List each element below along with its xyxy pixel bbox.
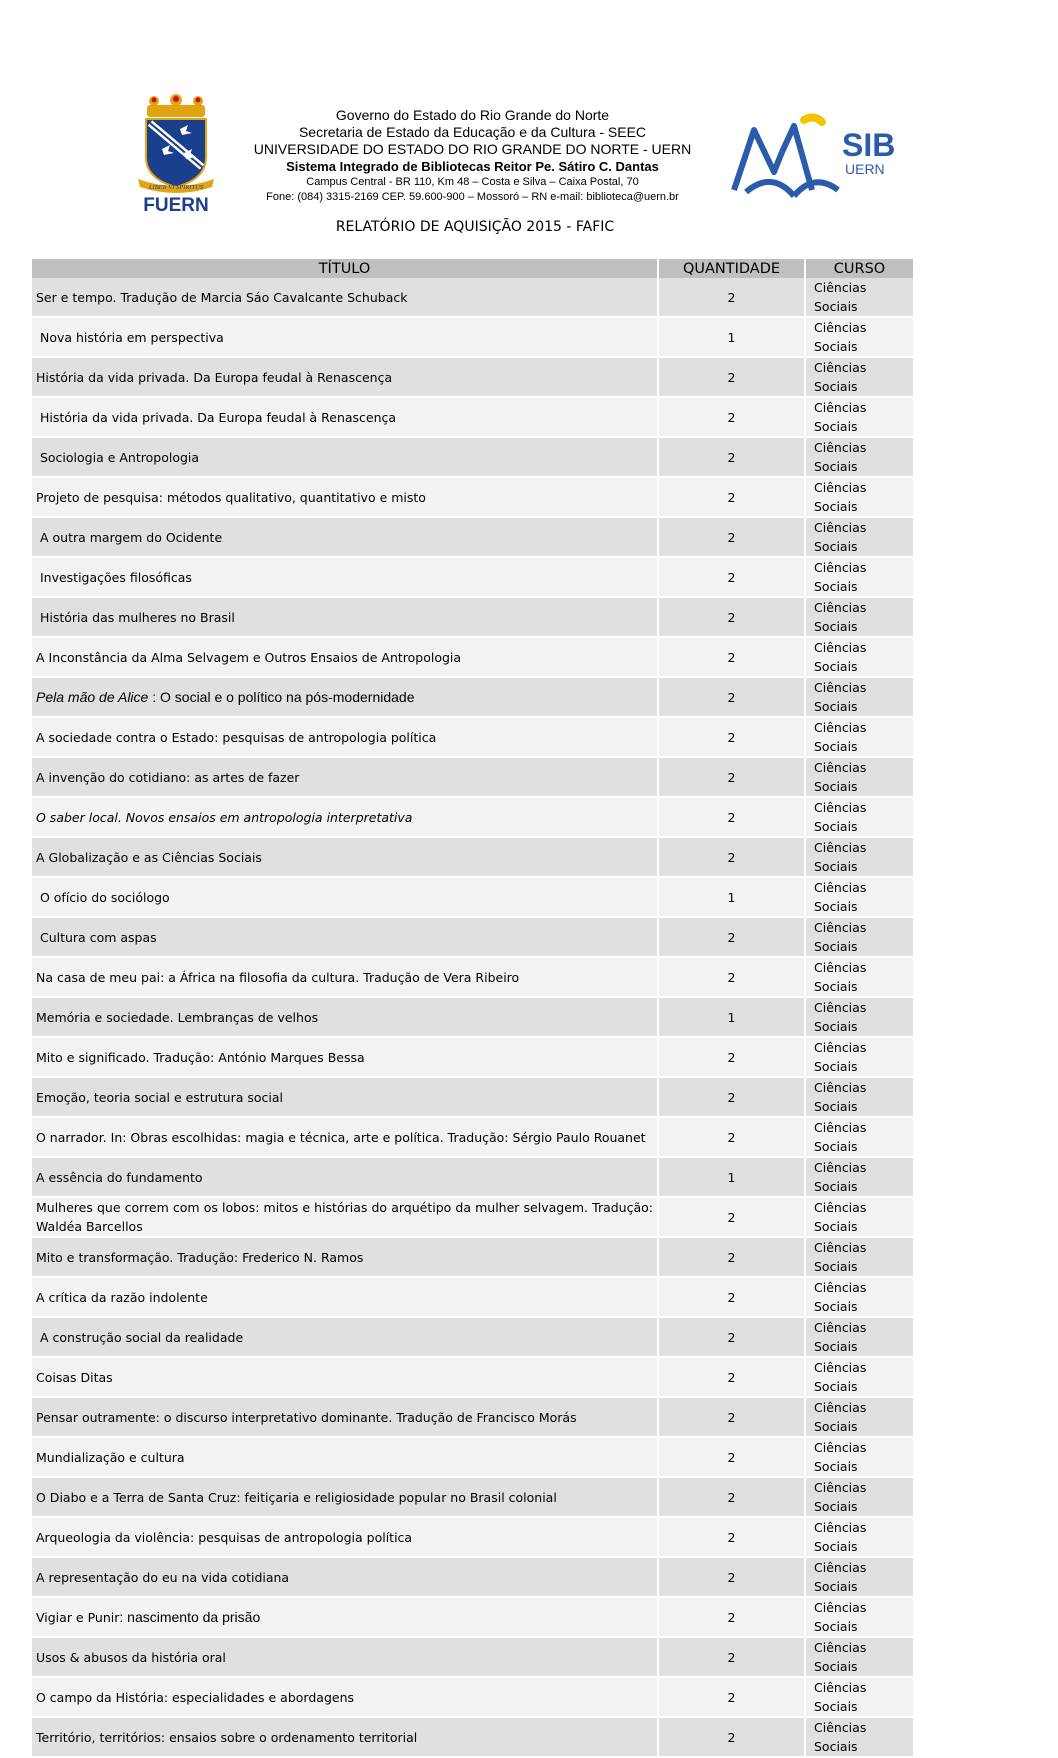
quantity-cell: 2 <box>659 638 806 678</box>
book-title: Mundialização e cultura <box>36 1449 185 1465</box>
table-row <box>32 1438 915 1478</box>
quantity-cell: 2 <box>659 1398 806 1438</box>
table-row <box>32 798 915 838</box>
fuern-logo <box>132 95 220 215</box>
book-title-cell <box>32 1398 659 1438</box>
course-cell: Ciências Sociais <box>806 1118 915 1158</box>
table-row <box>32 1038 915 1078</box>
book-title: Emoção, teoria social e estrutura social <box>36 1089 284 1105</box>
table-row <box>32 1358 915 1398</box>
book-title-cell <box>32 1518 659 1558</box>
header-line-address: Campus Central - BR 110, Km 48 – Costa e Silva – Caixa Postal, 70 <box>306 176 639 188</box>
quantity-cell: 2 <box>659 558 806 598</box>
table-row <box>32 318 915 358</box>
book-title-cell <box>32 1278 659 1318</box>
course-cell: Ciências Sociais <box>806 1438 915 1478</box>
course-cell: Ciências Sociais <box>806 398 915 438</box>
book-title: A sociedade contra o Estado: pesquisas de antropologia política <box>36 729 437 745</box>
book-title: Nova história em perspectiva <box>36 329 224 345</box>
course-cell: Ciências Sociais <box>806 838 915 878</box>
book-title: História das mulheres no Brasil <box>36 609 235 625</box>
book-title: Cultura com aspas <box>36 929 157 945</box>
book-title: Coisas Ditas <box>36 1369 113 1385</box>
column-header-title: TÍTULO <box>32 259 659 278</box>
book-title-cell <box>32 918 659 958</box>
quantity-cell: 2 <box>659 1118 806 1158</box>
table-row <box>32 478 915 518</box>
fuern-logo-text: FUERN <box>143 195 209 216</box>
book-title: Território, territórios: ensaios sobre o ordenamento territorial <box>36 1729 418 1745</box>
book-title: Pensar outramente: o discurso interpretativo dominante. Tradução de Francisco Morás <box>36 1409 577 1425</box>
book-title-cell <box>32 718 659 758</box>
report-title: RELATÓRIO DE AQUISIÇÃO 2015 - FAFIC <box>335 219 615 235</box>
quantity-cell: 2 <box>659 1038 806 1078</box>
quantity-cell: 2 <box>659 718 806 758</box>
book-title-cell <box>32 638 659 678</box>
table-row <box>32 518 915 558</box>
table-row <box>32 718 915 758</box>
table-row <box>32 918 915 958</box>
quantity-cell: 2 <box>659 1198 806 1238</box>
quantity-cell: 2 <box>659 358 806 398</box>
table-row <box>32 1598 915 1638</box>
course-cell: Ciências Sociais <box>806 678 915 718</box>
table-row <box>32 278 915 318</box>
table-row <box>32 438 915 478</box>
sib-uern-logo <box>728 112 896 204</box>
book-title-cell <box>32 998 659 1038</box>
table-row <box>32 1118 915 1158</box>
quantity-cell: 1 <box>659 1158 806 1198</box>
book-title: O narrador. In: Obras escolhidas: magia e técnica, arte e política. Tradução: Sérgio Paulo Rouanet <box>36 1129 646 1145</box>
book-title: A crítica da razão indolente <box>36 1289 208 1305</box>
quantity-cell: 2 <box>659 278 806 318</box>
quantity-cell: 2 <box>659 1238 806 1278</box>
book-title: História da vida privada. Da Europa feudal à Renascença <box>36 369 393 385</box>
quantity-cell: 2 <box>659 918 806 958</box>
book-title-cell <box>32 758 659 798</box>
quantity-cell: 2 <box>659 598 806 638</box>
header-line-library-system: Sistema Integrado de Bibliotecas Reitor Pe. Sátiro C. Dantas <box>286 159 659 174</box>
table-row <box>32 878 915 918</box>
header-line-secretariat: Secretaria de Estado da Educação e da Cultura - SEEC <box>298 124 647 140</box>
book-title-cell <box>32 678 659 718</box>
book-title: Na casa de meu pai: a África na filosofia da cultura. Tradução de Vera Ribeiro <box>36 969 520 985</box>
quantity-cell: 2 <box>659 1638 806 1678</box>
course-cell: Ciências Sociais <box>806 1318 915 1358</box>
table-row <box>32 758 915 798</box>
book-title: Mulheres que correm com os lobos: mitos e histórias do arquétipo da mulher selvagem. Tradução: Waldéa Barcellos <box>36 1200 653 1234</box>
book-title: A construção social da realidade <box>36 1329 244 1345</box>
table-row <box>32 678 915 718</box>
book-title: O ofício do sociólogo <box>36 889 170 905</box>
table-row <box>32 998 915 1038</box>
book-title-italic: Pela mão de Alice <box>36 688 149 705</box>
table-row <box>32 398 915 438</box>
quantity-cell: 2 <box>659 1558 806 1598</box>
quantity-cell: 2 <box>659 438 806 478</box>
course-cell: Ciências Sociais <box>806 1398 915 1438</box>
quantity-cell: 2 <box>659 1598 806 1638</box>
course-cell: Ciências Sociais <box>806 1638 915 1678</box>
table-row <box>32 1518 915 1558</box>
quantity-cell: 2 <box>659 518 806 558</box>
book-title-cell <box>32 1318 659 1358</box>
course-cell: Ciências Sociais <box>806 318 915 358</box>
book-subtitle: : nascimento da prisão <box>119 1608 261 1625</box>
book-title: Sociologia e Antropologia <box>36 449 200 465</box>
book-title-cell <box>32 1238 659 1278</box>
table-header-row <box>32 259 915 278</box>
course-cell: Ciências Sociais <box>806 1558 915 1598</box>
course-cell: Ciências Sociais <box>806 1598 915 1638</box>
book-title-cell <box>32 278 659 318</box>
table-row <box>32 638 915 678</box>
quantity-cell: 2 <box>659 958 806 998</box>
acquisition-table <box>32 259 915 1758</box>
quantity-cell: 2 <box>659 1518 806 1558</box>
header-line-contact: Fone: (084) 3315-2169 CEP. 59.600-900 – Mossoró – RN e-mail: biblioteca@uern.br <box>266 191 679 203</box>
book-title-cell <box>32 1158 659 1198</box>
course-cell: Ciências Sociais <box>806 718 915 758</box>
book-title: Memória e sociedade. Lembranças de velhos <box>36 1009 319 1025</box>
book-title: Usos & abusos da história oral <box>36 1649 226 1665</box>
course-cell: Ciências Sociais <box>806 1238 915 1278</box>
course-cell: Ciências Sociais <box>806 438 915 478</box>
book-title-cell <box>32 518 659 558</box>
course-cell: Ciências Sociais <box>806 558 915 598</box>
table-row <box>32 1678 915 1718</box>
table-row <box>32 1638 915 1678</box>
table-row <box>32 1158 915 1198</box>
institution-header <box>230 107 715 205</box>
book-title: O campo da História: especialidades e abordagens <box>36 1689 354 1705</box>
table-row <box>32 1478 915 1518</box>
course-cell: Ciências Sociais <box>806 518 915 558</box>
course-cell: Ciências Sociais <box>806 798 915 838</box>
quantity-cell: 2 <box>659 1478 806 1518</box>
table-row <box>32 358 915 398</box>
course-cell: Ciências Sociais <box>806 478 915 518</box>
header-line-university: UNIVERSIDADE DO ESTADO DO RIO GRANDE DO NORTE - UERN <box>253 141 692 157</box>
book-title: A representação do eu na vida cotidiana <box>36 1569 290 1585</box>
table-row <box>32 1318 915 1358</box>
book-title-cell <box>32 478 659 518</box>
course-cell: Ciências Sociais <box>806 1358 915 1398</box>
quantity-cell: 2 <box>659 478 806 518</box>
course-cell: Ciências Sociais <box>806 638 915 678</box>
book-title-cell <box>32 1638 659 1678</box>
course-cell: Ciências Sociais <box>806 358 915 398</box>
quantity-cell: 1 <box>659 998 806 1038</box>
book-title-cell <box>32 1558 659 1598</box>
book-title: A invenção do cotidiano: as artes de fazer <box>36 769 300 785</box>
book-title: O Diabo e a Terra de Santa Cruz: feitiçaria e religiosidade popular no Brasil colonial <box>36 1489 557 1505</box>
table-row <box>32 558 915 598</box>
course-cell: Ciências Sociais <box>806 278 915 318</box>
book-title-cell <box>32 358 659 398</box>
course-cell: Ciências Sociais <box>806 1678 915 1718</box>
course-cell: Ciências Sociais <box>806 1278 915 1318</box>
quantity-cell: 2 <box>659 1718 806 1758</box>
course-cell: Ciências Sociais <box>806 598 915 638</box>
book-title-cell <box>32 838 659 878</box>
quantity-cell: 2 <box>659 1318 806 1358</box>
book-title-cell <box>32 958 659 998</box>
book-title-cell <box>32 1478 659 1518</box>
table-row <box>32 1078 915 1118</box>
quantity-cell: 2 <box>659 678 806 718</box>
column-header-course: CURSO <box>806 259 915 278</box>
course-cell: Ciências Sociais <box>806 1078 915 1118</box>
book-subtitle: : O social e o político na pós-modernidade <box>148 688 415 705</box>
book-title-cell <box>32 1078 659 1118</box>
book-title-cell <box>32 1438 659 1478</box>
course-cell: Ciências Sociais <box>806 758 915 798</box>
book-title: A Globalização e as Ciências Sociais <box>36 849 262 865</box>
quantity-cell: 2 <box>659 398 806 438</box>
quantity-cell: 2 <box>659 838 806 878</box>
book-title: A outra margem do Ocidente <box>36 529 223 545</box>
book-title-cell <box>32 438 659 478</box>
book-title-cell <box>32 598 659 638</box>
quantity-cell: 2 <box>659 1358 806 1398</box>
course-cell: Ciências Sociais <box>806 1158 915 1198</box>
book-title: Projeto de pesquisa: métodos qualitativo, quantitativo e misto <box>36 489 426 505</box>
book-title: Vigiar e Punir <box>36 1609 120 1625</box>
table-row <box>32 1718 915 1758</box>
book-title-cell <box>32 1358 659 1398</box>
table-row <box>32 1558 915 1598</box>
book-title-cell <box>32 878 659 918</box>
course-cell: Ciências Sociais <box>806 1038 915 1078</box>
book-title-cell <box>32 1598 659 1638</box>
column-header-quantity: QUANTIDADE <box>659 259 806 278</box>
course-cell: Ciências Sociais <box>806 958 915 998</box>
book-title: Ser e tempo. Tradução de Marcia Sáo Cavalcante Schuback <box>36 289 408 305</box>
table-row <box>32 838 915 878</box>
sib-logo-text: SIB <box>842 127 896 163</box>
table-row <box>32 958 915 998</box>
book-title-cell <box>32 1678 659 1718</box>
book-title: O saber local. Novos ensaios em antropologia interpretativa <box>36 809 413 825</box>
quantity-cell: 1 <box>659 318 806 358</box>
book-title: História da vida privada. Da Europa feudal à Renascença <box>36 409 397 425</box>
table-row <box>32 1198 915 1238</box>
quantity-cell: 1 <box>659 878 806 918</box>
book-title-cell <box>32 1718 659 1758</box>
quantity-cell: 2 <box>659 1678 806 1718</box>
quantity-cell: 2 <box>659 758 806 798</box>
course-cell: Ciências Sociais <box>806 1198 915 1238</box>
book-title-cell <box>32 558 659 598</box>
book-title: A Inconstância da Alma Selvagem e Outros Ensaios de Antropologia <box>36 649 462 665</box>
book-title: Arqueologia da violência: pesquisas de antropologia política <box>36 1529 413 1545</box>
table-row <box>32 1238 915 1278</box>
letterhead <box>0 0 1058 260</box>
logo-motto: LIBER VI SPIRITUS <box>148 184 204 191</box>
book-title: Investigações filosóficas <box>36 569 192 585</box>
table-row <box>32 1398 915 1438</box>
book-title: Mito e significado. Tradução: António Marques Bessa <box>36 1049 365 1065</box>
book-title: A essência do fundamento <box>36 1169 203 1185</box>
book-title-cell <box>32 318 659 358</box>
book-title-cell <box>32 1038 659 1078</box>
header-line-government: Governo do Estado do Rio Grande do Norte <box>335 107 610 123</box>
book-title-cell <box>32 398 659 438</box>
table-row <box>32 1278 915 1318</box>
quantity-cell: 2 <box>659 1078 806 1118</box>
course-cell: Ciências Sociais <box>806 1478 915 1518</box>
course-cell: Ciências Sociais <box>806 1518 915 1558</box>
book-title-cell <box>32 1118 659 1158</box>
course-cell: Ciências Sociais <box>806 1718 915 1758</box>
table-row <box>32 598 915 638</box>
quantity-cell: 2 <box>659 798 806 838</box>
course-cell: Ciências Sociais <box>806 918 915 958</box>
book-title: Mito e transformação. Tradução: Frederico N. Ramos <box>36 1249 364 1265</box>
sib-logo-subtext: UERN <box>845 161 885 177</box>
quantity-cell: 2 <box>659 1438 806 1478</box>
quantity-cell: 2 <box>659 1278 806 1318</box>
book-title-cell <box>32 798 659 838</box>
course-cell: Ciências Sociais <box>806 998 915 1038</box>
course-cell: Ciências Sociais <box>806 878 915 918</box>
book-title-cell <box>32 1198 659 1238</box>
